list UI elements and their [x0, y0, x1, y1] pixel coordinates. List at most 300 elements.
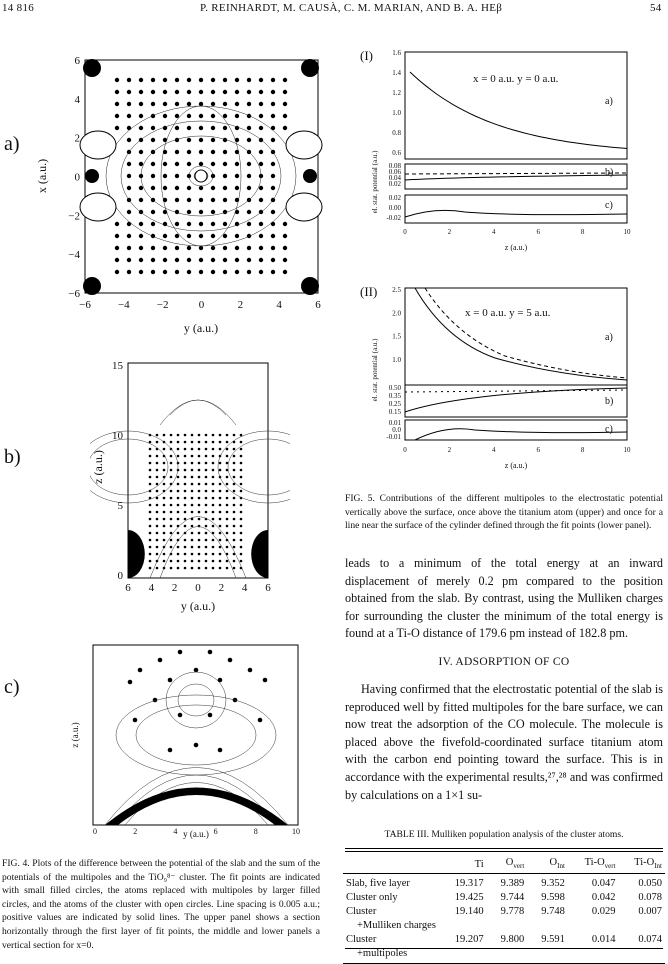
- fit-point: [149, 567, 152, 570]
- fit-point: [233, 532, 236, 535]
- fit-point: [259, 90, 263, 94]
- fit-point: [151, 258, 155, 262]
- tick-label: −6: [79, 299, 91, 311]
- fit-point: [247, 78, 251, 82]
- tick-label: 0.0: [392, 426, 401, 434]
- fit-point: [247, 102, 251, 106]
- fit-point: [247, 258, 251, 262]
- tick-label: 10: [623, 228, 631, 236]
- cell-value: 0.050: [638, 878, 662, 890]
- fit-point: [156, 434, 159, 437]
- fit-point: [115, 114, 119, 118]
- fig4a-ylabel: x (a.u.): [35, 158, 49, 194]
- fit-point: [219, 448, 222, 451]
- tick-label: -0.02: [386, 214, 401, 222]
- fit-point: [233, 455, 236, 458]
- sub-b: b): [605, 396, 614, 407]
- tick-label: 2: [447, 228, 452, 236]
- fit-point: [205, 490, 208, 493]
- fit-point: [151, 222, 155, 226]
- fit-point: [149, 525, 152, 528]
- fit-point: [240, 525, 243, 528]
- fit-point: [127, 162, 131, 166]
- tick-label: 0.08: [388, 162, 401, 170]
- fit-point: [177, 518, 180, 521]
- fit-point: [223, 162, 227, 166]
- fit-point: [170, 504, 173, 507]
- fit-point: [271, 78, 275, 82]
- running-head: P. REINHARDT, M. CAUSÀ, C. M. MARIAN, AND B. A. HEβ: [200, 2, 503, 14]
- fit-point: [170, 434, 173, 437]
- fit-point: [223, 210, 227, 214]
- fit-point: [175, 114, 179, 118]
- fit-point: [139, 186, 143, 190]
- fit-point: [156, 483, 159, 486]
- fit-point: [223, 270, 227, 274]
- fit-point: [187, 258, 191, 262]
- fit-point: [240, 476, 243, 479]
- fit-point: [198, 539, 201, 542]
- fit-point: [240, 539, 243, 542]
- fit-point: [175, 222, 179, 226]
- fit-point: [184, 525, 187, 528]
- fit-point: [235, 258, 239, 262]
- fit-point: [149, 532, 152, 535]
- fit-point: [233, 476, 236, 479]
- fit-point: [259, 198, 263, 202]
- fit-point: [271, 270, 275, 274]
- tick-label: 10: [292, 827, 300, 836]
- fit-point: [175, 210, 179, 214]
- fig4c-xlabel: y (a.u.): [183, 829, 209, 839]
- fit-point: [226, 483, 229, 486]
- fit-point: [226, 434, 229, 437]
- fit-point: [170, 476, 173, 479]
- fit-point: [163, 434, 166, 437]
- curve-a: [415, 288, 627, 380]
- fit-point: [223, 114, 227, 118]
- panel-label-b: b): [4, 446, 21, 468]
- fit-point: [139, 246, 143, 250]
- tick-label: 1.4: [392, 69, 401, 77]
- fit-point: [163, 497, 166, 500]
- curve-b-dashed: [405, 173, 627, 174]
- tick-label: −4: [117, 299, 130, 311]
- fit-point: [205, 441, 208, 444]
- fit-point: [191, 504, 194, 507]
- fit-point: [198, 504, 201, 507]
- fit-point: [211, 186, 215, 190]
- fit-point: [233, 525, 236, 528]
- table-row: [343, 891, 665, 905]
- fit-point: [199, 126, 203, 130]
- fit-point: [170, 483, 173, 486]
- fit-point: [163, 246, 167, 250]
- fit-point: [177, 511, 180, 514]
- fit-point: [127, 102, 131, 106]
- col-ti-overt: $Ti-O_{vert}$: [584, 857, 616, 871]
- fit-point: [149, 511, 152, 514]
- cell-value: 9.591: [541, 934, 565, 946]
- fit-point: [211, 78, 215, 82]
- fit-point: [175, 234, 179, 238]
- fit-point: [223, 126, 227, 130]
- fit-point: [240, 455, 243, 458]
- fit-point: [226, 511, 229, 514]
- fit-point: [163, 258, 167, 262]
- fit-point: [170, 539, 173, 542]
- fit-point: [163, 539, 166, 542]
- fit-point: [223, 234, 227, 238]
- fit-point: [156, 525, 159, 528]
- fit-point: [139, 234, 143, 238]
- fit-point: [240, 469, 243, 472]
- fit-point: [191, 539, 194, 542]
- fit-point: [177, 490, 180, 493]
- fit-point: [199, 114, 203, 118]
- fit-point: [170, 462, 173, 465]
- fit-point: [177, 553, 180, 556]
- fit-point: [219, 560, 222, 563]
- fit-point: [170, 469, 173, 472]
- fit-point: [156, 469, 159, 472]
- sub-c: c): [605, 200, 613, 211]
- fit-point: [259, 222, 263, 226]
- fig4-caption: FIG. 4. Plots of the difference between the potential of the slab and the sum of the potentials of the multipoles and the TiO₉⁸⁻ cluster. The fit points are indicated with small filled circles, the atoms replaced with multipoles by larger filled circles, and the atoms of the cluster with open circles. Line spacing is 0.005 a.u.; positive values are indicated by solid lines. The upper panel shows a section horizontally through the first layer of fit points, the middle and lower panels a vertical section for x=0.: [2, 858, 320, 951]
- fit-point: [163, 186, 167, 190]
- tick-label: 1.6: [392, 49, 401, 57]
- table-header-row: [343, 856, 665, 874]
- fit-point: [151, 162, 155, 166]
- cell-value: 9.744: [500, 892, 525, 904]
- fit-point: [199, 246, 203, 250]
- fit-point: [198, 567, 201, 570]
- fit-point: [177, 483, 180, 486]
- fit-point: [212, 560, 215, 563]
- fit-point: [198, 483, 201, 486]
- fit-point: [170, 511, 173, 514]
- fit-point: [163, 174, 167, 178]
- fit-point: [191, 490, 194, 493]
- fit-point: [187, 162, 191, 166]
- curve-b: [405, 175, 627, 180]
- fit-point: [212, 553, 215, 556]
- fit-point: [226, 448, 229, 451]
- fit-point: [205, 539, 208, 542]
- fit-point: [205, 455, 208, 458]
- fit-point: [163, 532, 166, 535]
- fig5I-ylabel: el. stat. potential (a.u.): [371, 150, 379, 214]
- atom: [248, 668, 253, 673]
- fit-point: [211, 138, 215, 142]
- fit-point: [187, 114, 191, 118]
- fit-point: [175, 186, 179, 190]
- col-ti-oint: $Ti-O_{Int}$: [634, 857, 662, 871]
- fit-point: [233, 497, 236, 500]
- fit-point: [156, 532, 159, 535]
- titanium-atom: [195, 170, 207, 182]
- fit-point: [223, 246, 227, 250]
- fit-point: [283, 258, 287, 262]
- tick-label: 0.35: [388, 392, 401, 400]
- cell-value: 0.078: [638, 892, 662, 904]
- fit-point: [205, 567, 208, 570]
- fit-point: [156, 567, 159, 570]
- tick-label: 6: [265, 582, 271, 594]
- fig4b-ylabel: z (a.u.): [91, 450, 105, 484]
- col-overt: $O_{vert}$: [505, 857, 525, 871]
- fit-point: [211, 258, 215, 262]
- curve-b: [405, 388, 627, 412]
- fit-point: [149, 448, 152, 451]
- fit-point: [212, 490, 215, 493]
- fit-point: [127, 174, 131, 178]
- tick-label: 4: [74, 93, 80, 106]
- fit-point: [184, 483, 187, 486]
- fit-point: [235, 234, 239, 238]
- fig5II-xlabel: z (a.u.): [504, 461, 528, 470]
- fit-point: [219, 511, 222, 514]
- fit-point: [177, 441, 180, 444]
- fit-point: [156, 546, 159, 549]
- fit-point: [219, 434, 222, 437]
- fit-point: [184, 504, 187, 507]
- fit-point: [139, 90, 143, 94]
- fit-point: [175, 138, 179, 142]
- fig4b-xlabel: y (a.u.): [180, 599, 216, 613]
- row-sublabel: +multipoles: [357, 948, 408, 960]
- fit-point: [205, 553, 208, 556]
- tick-label: 4: [492, 228, 496, 236]
- fit-point: [191, 553, 194, 556]
- table-bottom-rule: [345, 948, 663, 949]
- fit-point: [184, 441, 187, 444]
- fit-point: [187, 102, 191, 106]
- fit-point: [198, 469, 201, 472]
- fit-point: [199, 162, 203, 166]
- fit-point: [127, 138, 131, 142]
- cell-value: 0.074: [638, 934, 662, 946]
- atom: [158, 658, 163, 663]
- fit-point: [115, 246, 119, 250]
- panel-II-label: (II): [360, 284, 378, 299]
- fit-point: [212, 434, 215, 437]
- cell-value: 19.140: [454, 906, 484, 918]
- fit-point: [259, 162, 263, 166]
- fit-point: [198, 462, 201, 465]
- fit-point: [223, 198, 227, 202]
- fit-point: [223, 90, 227, 94]
- fit-point: [226, 518, 229, 521]
- fit-point: [187, 150, 191, 154]
- atom: [218, 748, 223, 753]
- fit-point: [163, 462, 166, 465]
- fit-point: [139, 114, 143, 118]
- fit-point: [163, 270, 167, 274]
- tick-label: 4: [492, 446, 496, 454]
- cell-value: 0.029: [591, 906, 616, 918]
- fit-point: [191, 532, 194, 535]
- fit-point: [149, 476, 152, 479]
- fit-point: [271, 210, 275, 214]
- col-oint: $O_{Int}$: [549, 857, 565, 871]
- fit-point: [177, 504, 180, 507]
- fit-point: [233, 511, 236, 514]
- fit-point: [177, 532, 180, 535]
- fit-point: [151, 102, 155, 106]
- tick-label: −2: [68, 210, 80, 223]
- fit-point: [127, 270, 131, 274]
- fit-point: [219, 518, 222, 521]
- fit-point: [191, 441, 194, 444]
- fit-point: [283, 222, 287, 226]
- fit-point: [115, 258, 119, 262]
- fit-point: [184, 567, 187, 570]
- col-ti: Ti: [474, 858, 484, 870]
- cell-value: 0.042: [591, 892, 616, 904]
- body-paragraph-2: Having confirmed that the electrostatic potential of the slab is reproduced well by fitted multipoles for the bare surface, we can now treat the adsorption of the CO molecule. The molecule is placed above the fivefold-coordinated surface titanium atom with the carbon end pointing toward the surface. This is in accordance with the experimental results,²⁷,²⁸ and was confirmed by calculations on a 1×1 su-: [345, 682, 663, 802]
- fit-point: [219, 504, 222, 507]
- tick-label: 0.06: [388, 168, 401, 176]
- section-heading: IV. ADSORPTION OF CO: [438, 656, 570, 668]
- fit-point: [156, 504, 159, 507]
- tick-label: 0: [117, 570, 123, 582]
- cell-value: 9.778: [500, 906, 525, 918]
- fit-point: [175, 162, 179, 166]
- tick-label: 0: [74, 171, 80, 184]
- cell-value: 19.317: [454, 878, 484, 890]
- fig4b-contour-plot: [90, 355, 290, 615]
- row-label: Cluster only: [346, 892, 398, 904]
- tick-label: 8: [580, 446, 585, 454]
- fit-point: [235, 174, 239, 178]
- fit-point: [177, 476, 180, 479]
- tick-label: 0: [195, 582, 201, 594]
- tick-label: 10: [112, 430, 123, 442]
- fit-point: [191, 448, 194, 451]
- fit-point: [163, 234, 167, 238]
- fit-point: [235, 102, 239, 106]
- table-row: [343, 905, 665, 919]
- fit-point: [115, 78, 119, 82]
- fit-point: [127, 210, 131, 214]
- fig4c-ylabel: z (a.u.): [70, 722, 80, 748]
- fit-point: [191, 476, 194, 479]
- fit-point: [212, 567, 215, 570]
- tick-label: 6: [125, 582, 131, 594]
- fit-point: [219, 532, 222, 535]
- fit-point: [212, 441, 215, 444]
- fit-point: [205, 483, 208, 486]
- fit-point: [115, 234, 119, 238]
- fit-point: [191, 497, 194, 500]
- fit-point: [170, 567, 173, 570]
- tick-label: 0.15: [388, 408, 401, 416]
- atom: [128, 680, 133, 685]
- fit-point: [219, 462, 222, 465]
- table-top-rule: [345, 848, 663, 852]
- fit-point: [139, 102, 143, 106]
- fit-point: [233, 539, 236, 542]
- fit-point: [211, 102, 215, 106]
- fit-point: [191, 511, 194, 514]
- cell-value: 0.007: [638, 906, 662, 918]
- sub-a: a): [605, 332, 613, 343]
- fit-point: [163, 518, 166, 521]
- fit-point: [212, 525, 215, 528]
- tick-label: 0.50: [388, 384, 401, 392]
- fit-point: [226, 546, 229, 549]
- fit-point: [127, 234, 131, 238]
- fit-point: [198, 476, 201, 479]
- fit-point: [212, 511, 215, 514]
- fit-point: [170, 532, 173, 535]
- row-label: Slab, five layer: [346, 878, 410, 890]
- tick-label: −4: [68, 249, 80, 262]
- fit-point: [212, 504, 215, 507]
- cell-value: 9.800: [500, 934, 525, 946]
- fit-point: [226, 567, 229, 570]
- fit-point: [259, 258, 263, 262]
- fit-point: [151, 126, 155, 130]
- tick-label: 0: [198, 299, 205, 311]
- tick-label: 0.01: [388, 419, 401, 427]
- fit-point: [235, 78, 239, 82]
- fig5II-annotation: x = 0 a.u. y = 5 a.u.: [465, 307, 551, 319]
- atom: [168, 678, 173, 683]
- fit-point: [271, 222, 275, 226]
- fit-point: [187, 246, 191, 250]
- fit-point: [156, 490, 159, 493]
- fit-point: [247, 90, 251, 94]
- fit-point: [198, 448, 201, 451]
- tick-label: −2: [156, 299, 169, 311]
- fig4c-contour-plot: [60, 640, 310, 840]
- fit-point: [175, 270, 179, 274]
- fit-point: [212, 455, 215, 458]
- fit-point: [259, 270, 263, 274]
- fit-point: [240, 504, 243, 507]
- fit-point: [156, 476, 159, 479]
- fit-point: [247, 138, 251, 142]
- tick-label: 1.0: [392, 109, 401, 117]
- fit-point: [198, 518, 201, 521]
- fit-point: [226, 504, 229, 507]
- fit-point: [175, 90, 179, 94]
- fig5I-xlabel: z (a.u.): [504, 243, 528, 252]
- cell-value: 9.352: [541, 878, 565, 890]
- tick-label: −6: [68, 288, 80, 300]
- fit-point: [191, 567, 194, 570]
- fit-point: [259, 102, 263, 106]
- tick-label: 8: [253, 827, 258, 836]
- fit-point: [240, 490, 243, 493]
- fit-point: [226, 525, 229, 528]
- fit-point: [139, 222, 143, 226]
- row-label: Cluster: [346, 934, 377, 946]
- fit-point: [211, 90, 215, 94]
- fig5-panel-II: [355, 280, 660, 480]
- fit-point: [198, 553, 201, 556]
- fit-point: [156, 553, 159, 556]
- fit-point: [271, 174, 275, 178]
- tick-label: 0.8: [392, 129, 401, 137]
- fit-point: [198, 546, 201, 549]
- fit-point: [271, 90, 275, 94]
- fit-point: [226, 490, 229, 493]
- tick-label: 6: [536, 228, 540, 236]
- fit-point: [219, 539, 222, 542]
